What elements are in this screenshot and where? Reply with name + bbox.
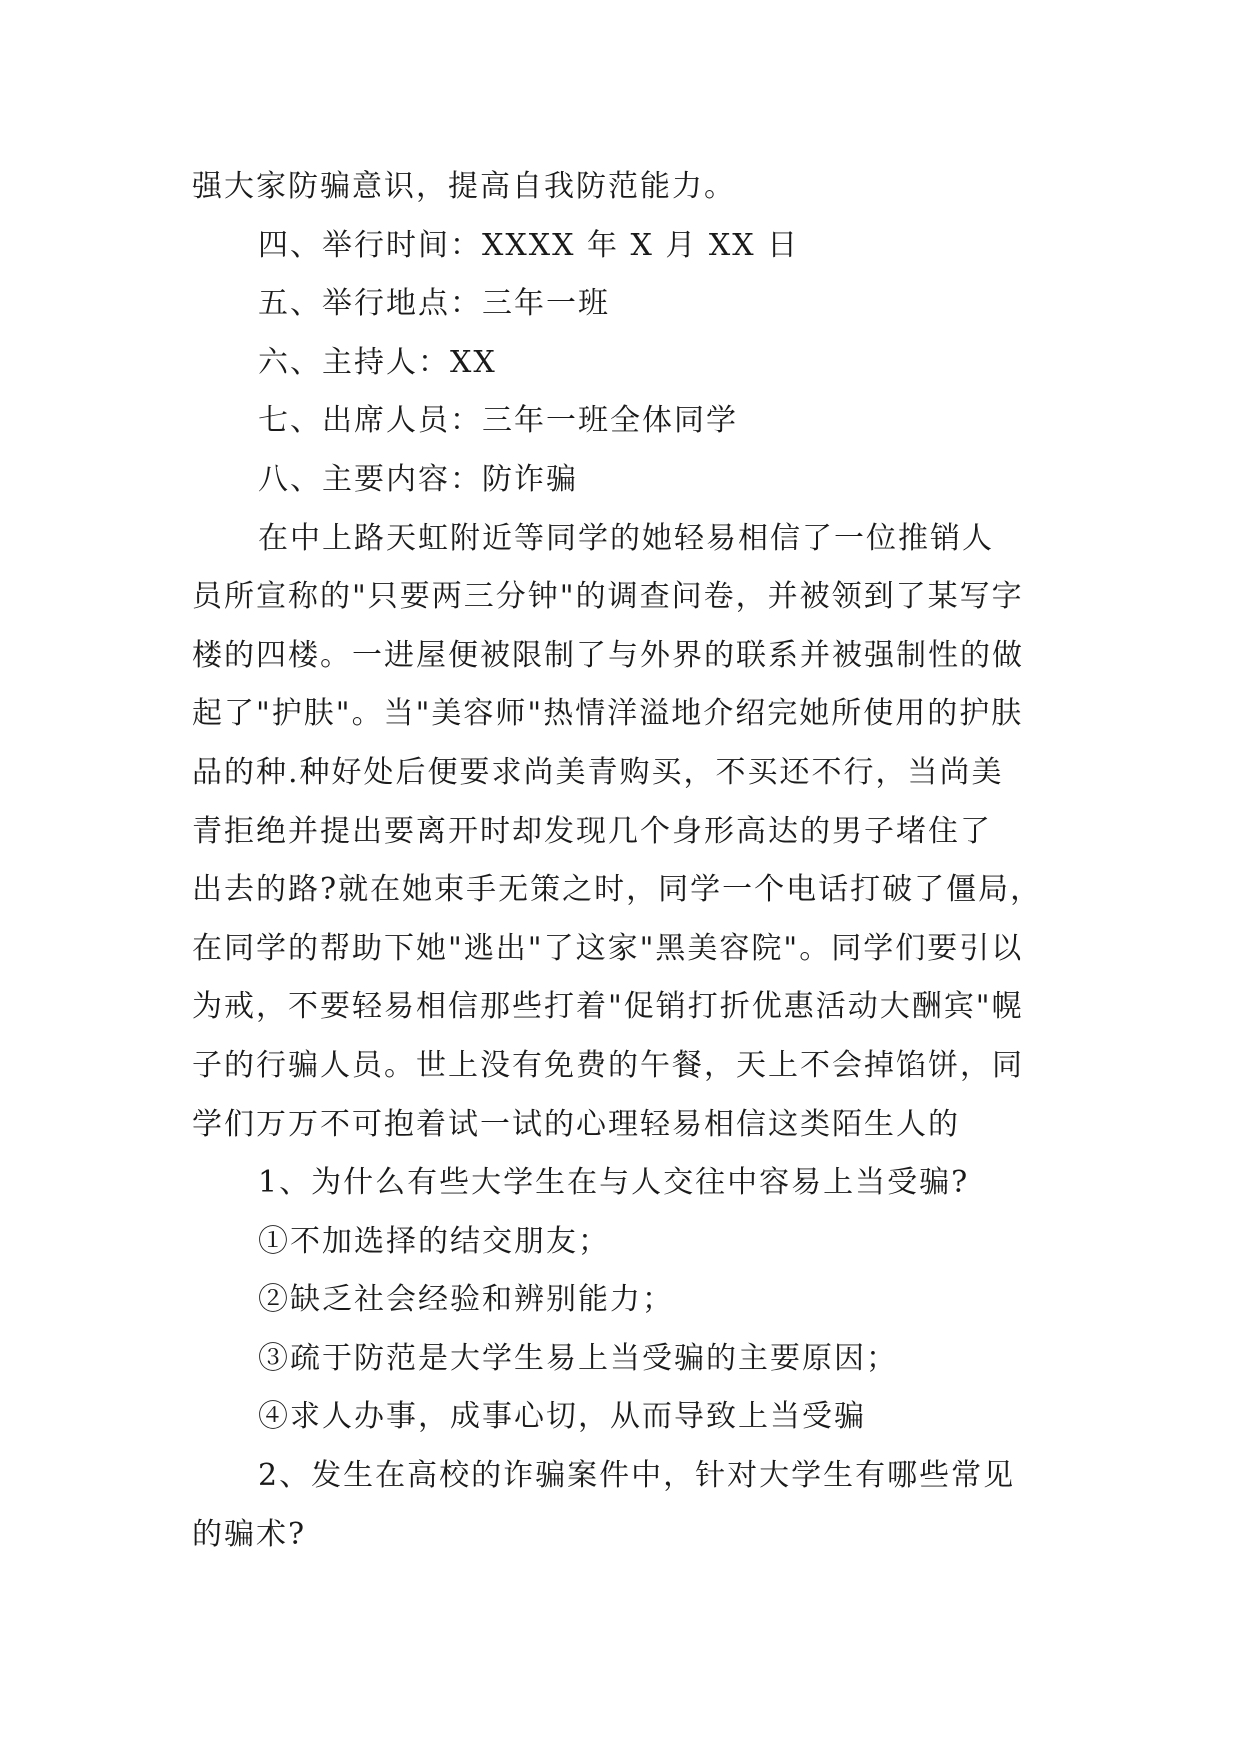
text-line: 出去的路?就在她束手无策之时，同学一个电话打破了僵局，	[192, 872, 1043, 908]
text-line: ③疏于防范是大学生易上当受骗的主要原因；	[258, 1340, 898, 1376]
text-line: 四、举行时间：XXXX 年 X 月 XX 日	[258, 227, 800, 263]
text-line: 1、为什么有些大学生在与人交往中容易上当受骗?	[258, 1165, 970, 1201]
text-line: ①不加选择的结交朋友；	[258, 1223, 610, 1259]
text-line: 员所宣称的"只要两三分钟"的调查问卷，并被领到了某写字	[192, 579, 1024, 615]
text-line: 五、举行地点：三年一班	[258, 286, 610, 322]
text-line: 八、主要内容：防诈骗	[258, 461, 578, 497]
text-line: 学们万万不可抱着试一试的心理轻易相信这类陌生人的	[192, 1106, 960, 1142]
text-line: 在同学的帮助下她"逃出"了这家"黑美容院"。同学们要引以	[192, 930, 1024, 966]
text-line: 六、主持人：XX	[258, 344, 497, 380]
text-line: 强大家防骗意识，提高自我防范能力。	[192, 169, 736, 204]
text-line: 品的种.种好处后便要求尚美青购买，不买还不行，当尚美	[192, 754, 1004, 790]
text-line: ②缺乏社会经验和辨别能力；	[258, 1282, 674, 1318]
text-line: ④求人办事，成事心切，从而导致上当受骗	[258, 1399, 866, 1435]
text-line: 楼的四楼。一进屋便被限制了与外界的联系并被强制性的做	[192, 637, 1024, 673]
text-line: 为戒，不要轻易相信那些打着"促销打折优惠活动大酬宾"幌	[192, 989, 1024, 1025]
text-line: 起了"护肤"。当"美容师"热情洋溢地介绍完她所使用的护肤	[192, 696, 1024, 732]
text-line: 七、出席人员：三年一班全体同学	[258, 403, 738, 439]
text-line: 的骗术?	[192, 1516, 307, 1552]
text-line: 在中上路天虹附近等同学的她轻易相信了一位推销人	[258, 520, 994, 556]
document-body	[192, 158, 1072, 1564]
text-line: 青拒绝并提出要离开时却发现几个身形高达的男子堵住了	[192, 813, 992, 849]
text-line: 2、发生在高校的诈骗案件中，针对大学生有哪些常见	[258, 1458, 1016, 1494]
text-line: 子的行骗人员。世上没有免费的午餐，天上不会掉馅饼，同	[192, 1047, 1024, 1083]
